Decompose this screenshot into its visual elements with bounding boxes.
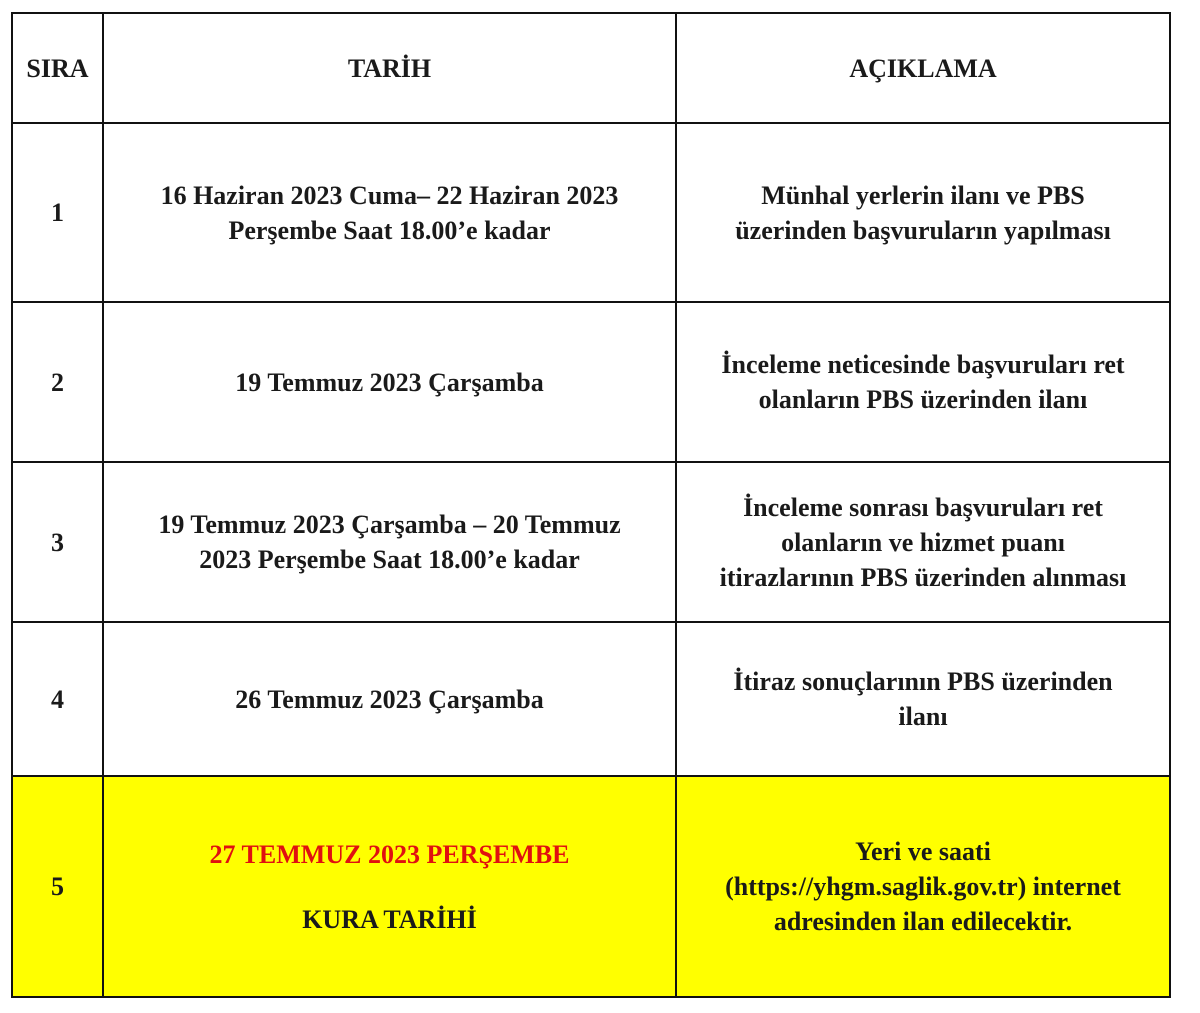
aciklama-line: Münhal yerlerin ilanı ve PBS — [761, 180, 1085, 210]
tarih-line: 19 Temmuz 2023 Çarşamba – 20 Temmuz — [158, 510, 621, 539]
aciklama-line: İtiraz sonuçlarının PBS üzerinden — [733, 667, 1113, 696]
aciklama-line: üzerinden başvuruların yapılması — [735, 215, 1111, 245]
sira-cell: 4 — [12, 622, 103, 776]
tarih-cell — [103, 302, 676, 462]
tarih-line: 16 Haziran 2023 Cuma– 22 Haziran 2023 — [160, 180, 619, 210]
kura-date: 27 TEMMUZ 2023 PERŞEMBE — [209, 839, 570, 869]
table-row — [12, 622, 1170, 776]
tarih-line: 26 Temmuz 2023 Çarşamba — [235, 684, 544, 714]
aciklama-line: ilanı — [898, 702, 948, 731]
table-row — [12, 123, 1170, 302]
tarih-cell — [103, 123, 676, 302]
schedule-table — [11, 12, 1171, 998]
sira-cell: 5 — [12, 776, 103, 997]
tarih-line: 2023 Perşembe Saat 18.00’e kadar — [199, 545, 580, 574]
tarih-line: 19 Temmuz 2023 Çarşamba — [235, 367, 544, 397]
aciklama-cell — [676, 622, 1170, 776]
aciklama-line: İnceleme sonrası başvuruları ret — [743, 492, 1103, 522]
tarih-cell — [103, 622, 676, 776]
aciklama-line: olanların ve hizmet puanı — [781, 527, 1065, 557]
table-header-row — [12, 13, 1170, 123]
header-tarih: TARİH — [103, 13, 676, 123]
aciklama-line: itirazlarının PBS üzerinden alınması — [719, 562, 1127, 592]
aciklama-line: Yeri ve saati — [855, 837, 991, 866]
aciklama-line: İnceleme neticesinde başvuruları ret — [721, 350, 1125, 379]
sira-cell: 2 — [12, 302, 103, 462]
kura-label: KURA TARİHİ — [302, 904, 477, 934]
tarih-cell — [103, 462, 676, 622]
table-row-highlighted — [12, 776, 1170, 997]
tarih-line: Perşembe Saat 18.00’e kadar — [228, 215, 551, 245]
aciklama-line: (https://yhgm.saglik.gov.tr) internet — [725, 872, 1121, 901]
tarih-cell — [103, 776, 676, 997]
header-aciklama: AÇIKLAMA — [676, 13, 1170, 123]
aciklama-line: adresinden ilan edilecektir. — [773, 907, 1073, 936]
aciklama-cell — [676, 123, 1170, 302]
table-row — [12, 462, 1170, 622]
sira-cell: 1 — [12, 123, 103, 302]
sira-cell: 3 — [12, 462, 103, 622]
aciklama-cell — [676, 462, 1170, 622]
aciklama-cell — [676, 776, 1170, 997]
aciklama-cell — [676, 302, 1170, 462]
aciklama-line: olanların PBS üzerinden ilanı — [758, 385, 1088, 414]
header-sira: SIRA — [12, 13, 103, 123]
table-row — [12, 302, 1170, 462]
